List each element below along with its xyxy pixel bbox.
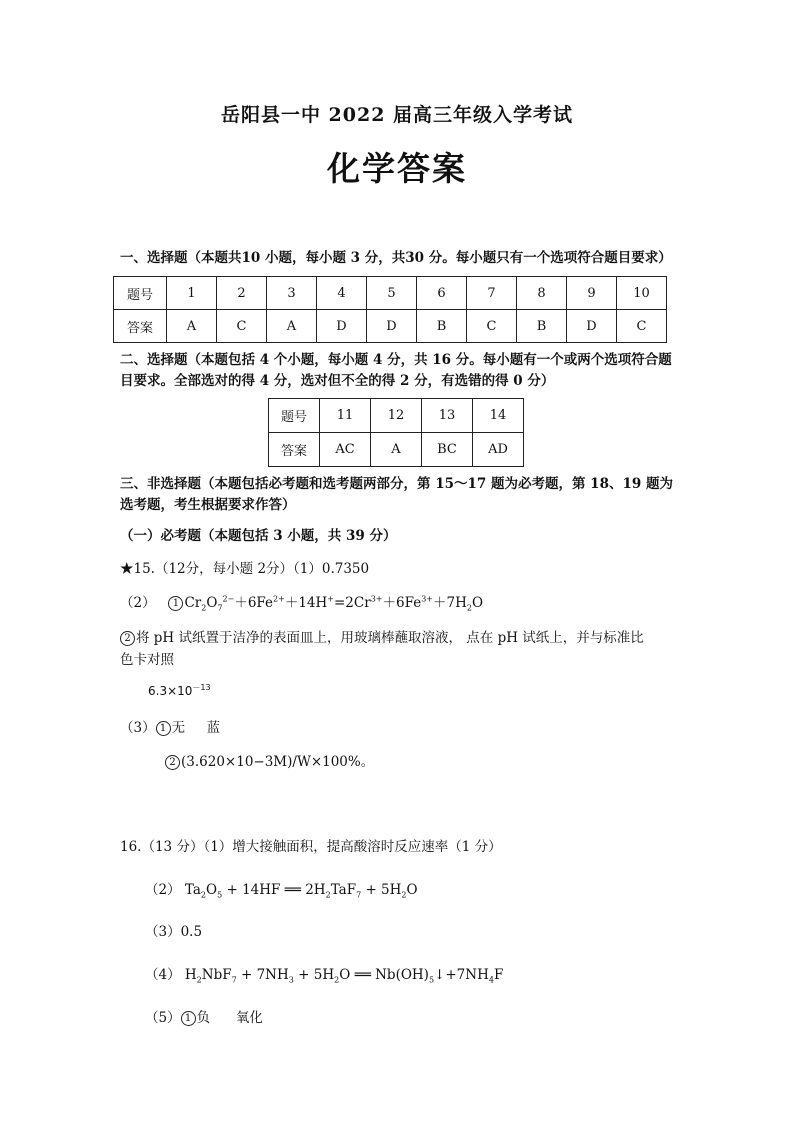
q15-part2-equation bbox=[120, 591, 483, 613]
part-label: （2） bbox=[145, 882, 181, 898]
table-cell: 13 bbox=[422, 399, 473, 433]
q16-part2 bbox=[145, 878, 418, 900]
table-cell: D bbox=[567, 310, 617, 343]
row-label: 答案 bbox=[114, 310, 167, 343]
table-cell: 6 bbox=[417, 277, 467, 310]
electrode-answer: 负 bbox=[196, 1010, 211, 1026]
table-cell: 9 bbox=[567, 277, 617, 310]
table-cell: A bbox=[371, 433, 422, 467]
section1-heading: 一、选择题（本题共10 小题，每小题 3 分，共30 分。每小题只有一个选项符合题目要求） bbox=[120, 250, 672, 266]
q15-part2-method-line1 bbox=[120, 626, 644, 646]
table-cell: 8 bbox=[517, 277, 567, 310]
section3-subheading: （一）必考题（本题包括 3 小题，共 39 分） bbox=[120, 528, 397, 544]
part-label: （3） bbox=[120, 720, 156, 736]
row-label: 题号 bbox=[114, 277, 167, 310]
table-cell: B bbox=[417, 310, 467, 343]
equation: $H_2NbF_7 + 7NH_3 + 5H_2O$ ══ $Nb(OH)_5↓+7NH_4F$ bbox=[184, 967, 504, 985]
answer-table-2 bbox=[268, 398, 524, 467]
table-cell: D bbox=[367, 310, 417, 343]
q15-value bbox=[148, 682, 211, 698]
table-cell: 10 bbox=[617, 277, 667, 310]
table-cell: 4 bbox=[317, 277, 367, 310]
circled-number-1: 1 bbox=[181, 1011, 196, 1026]
q15-part3-formula bbox=[165, 750, 374, 770]
section2-heading-line2: 目要求。全部选对的得 4 分，选对但不全的得 2 分，有选错的得 0 分） bbox=[120, 373, 555, 389]
q16-part5 bbox=[145, 1006, 263, 1026]
table-cell: AC bbox=[320, 433, 371, 467]
table-cell: 7 bbox=[467, 277, 517, 310]
part-label: （4） bbox=[145, 967, 181, 983]
q16-part4 bbox=[145, 963, 503, 985]
part-label: （5） bbox=[145, 1010, 181, 1026]
table-cell: BC bbox=[422, 433, 473, 467]
table-cell: 12 bbox=[371, 399, 422, 433]
table-cell: C bbox=[467, 310, 517, 343]
table-cell: AD bbox=[473, 433, 524, 467]
table-cell: D bbox=[317, 310, 367, 343]
table-cell: C bbox=[617, 310, 667, 343]
value-exponent: －13 bbox=[192, 683, 211, 692]
q15-part3 bbox=[120, 716, 220, 736]
reaction-type-answer: 氧化 bbox=[235, 1010, 263, 1026]
part-label: （2） bbox=[120, 595, 156, 611]
table-cell: C bbox=[217, 310, 267, 343]
answer-table-1 bbox=[113, 276, 667, 343]
section2-heading-line1: 二、选择题（本题包括 4 个小题，每小题 4 分，共 16 分。每小题有一个或两个选项符合题 bbox=[120, 352, 672, 368]
circled-number-2: 2 bbox=[120, 631, 135, 646]
row-label: 题号 bbox=[269, 399, 320, 433]
value-base: 6.3×10 bbox=[148, 684, 193, 698]
q15-part2-method-line2: 色卡对照 bbox=[120, 652, 174, 668]
table-cell: A bbox=[167, 310, 217, 343]
section3-heading-line1: 三、非选择题（本题包括必考题和选考题两部分，第 15～17 题为必考题，第 18、19 题为 bbox=[120, 476, 673, 492]
table-cell: B bbox=[517, 310, 567, 343]
table-row bbox=[114, 310, 667, 343]
q15-part1: ★15.（12分，每小题 2分）（1）0.7350 bbox=[120, 561, 370, 577]
table-cell: A bbox=[267, 310, 317, 343]
table-cell: 5 bbox=[367, 277, 417, 310]
ionic-equation: $Cr_2O_7^{2-}+6Fe^{2+}+14H^+=2Cr^{3+}+6Fe^{3+}+7H_2O$ bbox=[184, 594, 484, 613]
circled-number-1: 1 bbox=[168, 596, 183, 611]
table-cell: 1 bbox=[167, 277, 217, 310]
circled-number-1: 1 bbox=[156, 721, 171, 736]
table-cell: 2 bbox=[217, 277, 267, 310]
table-cell: 14 bbox=[473, 399, 524, 433]
q16-part3: （3）0.5 bbox=[145, 924, 203, 940]
table-row bbox=[114, 277, 667, 310]
q16-part1: 16.（13 分）（1）增大接触面积，提高酸溶时反应速率（1 分） bbox=[120, 839, 502, 855]
table-cell: 11 bbox=[320, 399, 371, 433]
document-title: 化学答案 bbox=[327, 149, 467, 188]
equation: $Ta_2O_5 + 14HF$ ══ $2H_2TaF_7 + 5H_2O$ bbox=[184, 882, 418, 900]
method-text: 将 pH 试纸置于洁净的表面皿上，用玻璃棒蘸取溶液， 点在 pH 试纸上，并与标准比 bbox=[136, 630, 644, 646]
table-cell: 3 bbox=[267, 277, 317, 310]
formula-text: (3.620×10−3M)/W×100%。 bbox=[181, 754, 375, 770]
circled-number-2: 2 bbox=[165, 755, 180, 770]
color-after: 蓝 bbox=[206, 720, 221, 736]
exam-title: 岳阳县一中 2022 届高三年级入学考试 bbox=[220, 104, 574, 126]
color-before: 无 bbox=[171, 720, 186, 736]
table-row bbox=[269, 399, 524, 433]
row-label: 答案 bbox=[269, 433, 320, 467]
section3-heading-line2: 选考题，考生根据要求作答） bbox=[120, 497, 296, 513]
table-row bbox=[269, 433, 524, 467]
